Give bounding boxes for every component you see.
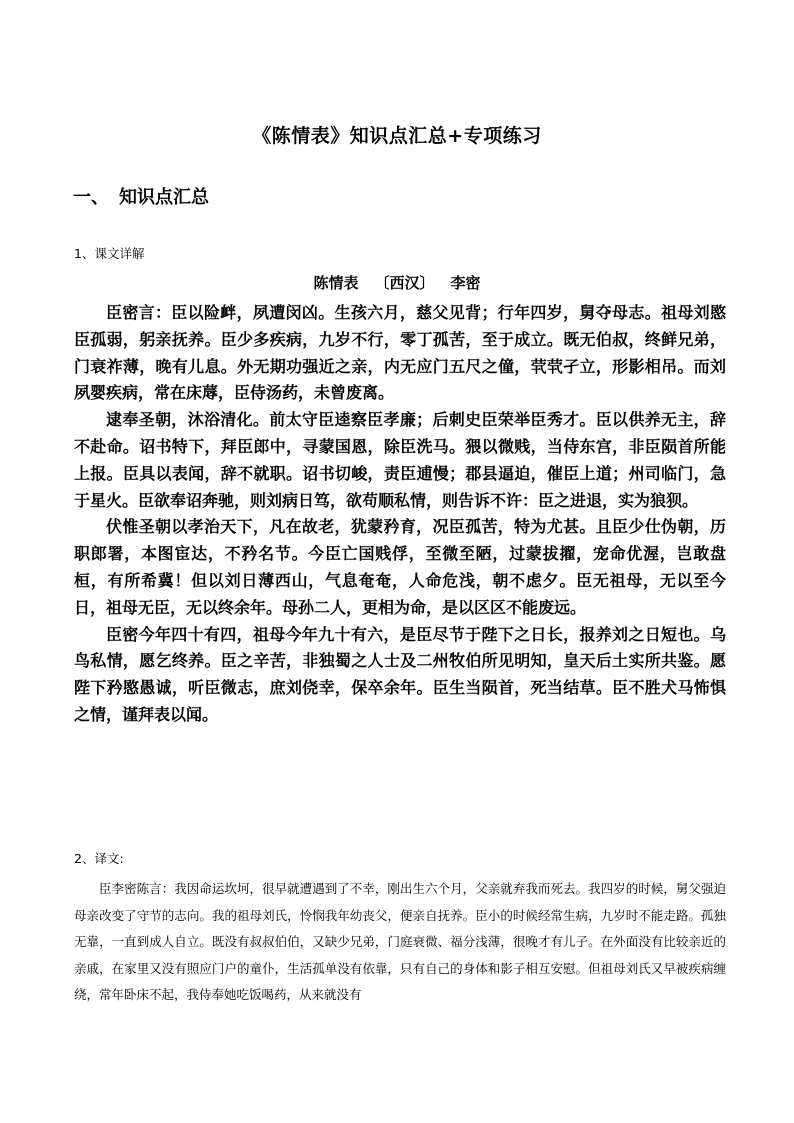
section-label: 知识点汇总 xyxy=(119,187,209,208)
text-title: 陈情表 xyxy=(313,274,359,292)
text-dynasty: 〔西汉〕 xyxy=(374,274,435,292)
subheading-text-explanation: 1、课文详解 xyxy=(74,246,145,261)
text-author: 李密 xyxy=(450,274,481,292)
classical-text xyxy=(74,300,726,729)
section-heading xyxy=(73,183,209,209)
classical-paragraph: 臣密言：臣以险衅，夙遭闵凶。生孩六月，慈父见背；行年四岁，舅夺母志。祖母刘愍臣孤弱，躬亲抚养。臣少多疾病，九岁不行，零丁孤苦，至于成立。既无伯叔，终鲜兄弟，门衰祚薄，晚有儿息。外无期功强近之亲，内无应门五尺之僮，茕茕孑立，形影相吊。而刘夙婴疾病，常在床蓐，臣侍汤药，未曾废离。 xyxy=(74,303,726,403)
subheading-translation: 2、译文: xyxy=(74,851,124,866)
document-title: 《陈情表》知识点汇总+专项练习 xyxy=(252,125,542,147)
translation-paragraph: 臣李密陈言：我因命运坎坷，很早就遭遇到了不幸，刚出生六个月，父亲就弃我而死去。我四岁的时候，舅父强迫母亲改变了守节的志向。我的祖母刘氏，怜悯我年幼丧父，便亲自抚养。臣小的时候经常生病，九岁时不能走路。孤独无靠，一直到成人自立。既没有叔叔伯伯，又缺少兄弟，门庭衰微、福分浅薄，很晚才有儿子。在外面没有比较亲近的亲戚，在家里又没有照应门户的童仆，生活孤单没有依靠，只有自己的身体和影子相互安慰。但祖母刘氏又早被疾病缠绕，常年卧床不起，我侍奉她吃饭喝药，从来就没有 xyxy=(74,881,726,1002)
text-heading xyxy=(0,272,794,293)
classical-paragraph: 逮奉圣朝，沐浴清化。前太守臣逵察臣孝廉；后刺史臣荣举臣秀才。臣以供养无主，辞不赴命。诏书特下，拜臣郎中，寻蒙国恩，除臣洗马。猥以微贱，当侍东宫，非臣陨首所能上报。臣具以表闻，辞不就职。诏书切峻，责臣逋慢；郡县逼迫，催臣上道；州司临门，急于星火。臣欲奉诏奔驰，则刘病日笃，欲苟顺私情，则告诉不许：臣之进退，实为狼狈。 xyxy=(74,410,726,510)
classical-paragraph: 臣密今年四十有四，祖母今年九十有六，是臣尽节于陛下之日长，报养刘之日短也。乌鸟私情，愿乞终养。臣之辛苦，非独蜀之人士及二州牧伯所见明知，皇天后土实所共鉴。愿陛下矜愍愚诚，听臣微志，庶刘侥幸，保卒余年。臣生当陨首，死当结草。臣不胜犬马怖惧之情，谨拜表以闻。 xyxy=(74,624,726,724)
classical-paragraph: 伏惟圣朝以孝治天下，凡在故老，犹蒙矜育，况臣孤苦，特为尤甚。且臣少仕伪朝，历职郎署，本图宦达，不矜名节。今臣亡国贱俘，至微至陋，过蒙拔擢，宠命优渥，岂敢盘桓，有所希冀！但以刘日薄西山，气息奄奄，人命危浅，朝不虑夕。臣无祖母，无以至今日，祖母无臣，无以终余年。母孙二人，更相为命，是以区区不能废远。 xyxy=(74,517,726,617)
translation-text xyxy=(74,876,726,1009)
section-number: 一、 xyxy=(73,187,109,208)
